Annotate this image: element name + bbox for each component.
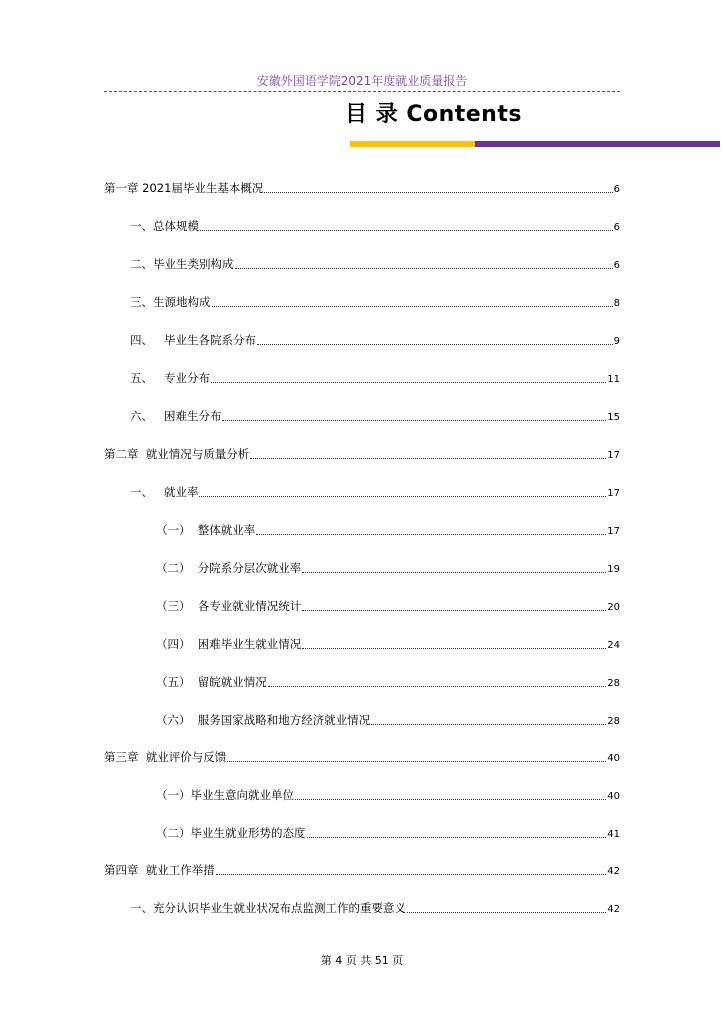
toc-entry-page: 6 — [613, 260, 620, 271]
toc-leader-dots — [222, 420, 606, 421]
toc-entry-page: 40 — [607, 791, 620, 802]
toc-leader-dots — [256, 534, 606, 535]
toc-entry-2-1[interactable] — [130, 484, 620, 500]
toc-leader-dots — [199, 496, 606, 497]
toc-entry-label: （三） 各专业就业情况统计 — [156, 599, 302, 613]
toc-entry-page: 24 — [607, 640, 620, 651]
toc-leader-dots — [302, 610, 606, 611]
toc-entry-page: 42 — [607, 866, 620, 877]
toc-entry-label: 五、 专业分布 — [130, 371, 210, 385]
toc-entry-4-1[interactable] — [130, 900, 620, 916]
toc-entry-2-1-2[interactable] — [156, 560, 620, 576]
toc-entry-label: （二）毕业生就业形势的态度 — [156, 826, 306, 840]
toc-entry-1-4[interactable] — [130, 332, 620, 348]
toc-leader-dots — [216, 874, 606, 875]
toc-entry-label: 第四章 就业工作举措 — [104, 863, 215, 877]
toc-entry-page: 20 — [607, 602, 620, 613]
toc-entry-label: （四） 困难毕业生就业情况 — [156, 637, 302, 651]
toc-entry-page: 19 — [607, 564, 620, 575]
toc-entry-page: 41 — [607, 829, 620, 840]
toc-entry-1-6[interactable] — [130, 408, 620, 424]
toc-entry-chapter-2[interactable] — [104, 446, 620, 462]
toc-entry-label: 六、 困难生分布 — [130, 409, 222, 423]
toc-entry-2-1-5[interactable] — [156, 674, 620, 690]
toc-entry-2-1-3[interactable] — [156, 598, 620, 614]
toc-leader-dots — [211, 382, 606, 383]
toc-entry-label: （六） 服务国家战略和地方经济就业情况 — [156, 713, 371, 727]
toc-entry-1-5[interactable] — [130, 370, 620, 386]
toc-entry-page: 17 — [607, 450, 620, 461]
toc-entry-page: 15 — [607, 412, 620, 423]
toc-leader-dots — [371, 724, 606, 725]
contents-title: 目 录 Contents — [345, 102, 522, 127]
header-title: 安徽外国语学院2021年度就业质量报告 — [256, 74, 468, 88]
toc-entry-label: （一）毕业生意向就业单位 — [156, 788, 294, 802]
toc-entry-label: 三、生源地构成 — [130, 295, 211, 309]
toc-leader-dots — [227, 761, 606, 762]
toc-entry-label: 四、 毕业生各院系分布 — [130, 333, 256, 347]
toc-entry-page: 42 — [607, 904, 620, 915]
toc-entry-label: 第三章 就业评价与反馈 — [104, 750, 227, 764]
toc-leader-dots — [264, 192, 612, 193]
toc-leader-dots — [302, 572, 606, 573]
toc-leader-dots — [235, 268, 613, 269]
toc-entry-page: 6 — [613, 222, 620, 233]
toc-entry-chapter-1[interactable] — [104, 180, 620, 196]
toc-leader-dots — [407, 912, 606, 913]
page-number-footer: 第 4 页 共 51 页 — [320, 954, 404, 967]
toc-entry-page: 40 — [607, 753, 620, 764]
toc-entry-3-1[interactable] — [156, 787, 620, 803]
toc-entry-page: 8 — [613, 298, 620, 309]
toc-entry-page: 9 — [613, 336, 620, 347]
toc-entry-label: 二、毕业生类别构成 — [130, 257, 234, 271]
toc-entry-2-1-6[interactable] — [156, 712, 620, 728]
toc-leader-dots — [212, 306, 613, 307]
toc-entry-3-2[interactable] — [156, 825, 620, 841]
toc-entry-page: 28 — [607, 678, 620, 689]
toc-entry-label: 一、充分认识毕业生就业状况布点监测工作的重要意义 — [130, 901, 406, 915]
toc-leader-dots — [268, 686, 606, 687]
toc-entry-2-1-1[interactable] — [156, 522, 620, 538]
toc-entry-label: （一） 整体就业率 — [156, 523, 256, 537]
toc-entry-label: 第二章 就业情况与质量分析 — [104, 447, 250, 461]
toc-entry-1-2[interactable] — [130, 256, 620, 272]
toc-entry-2-1-4[interactable] — [156, 636, 620, 652]
toc-leader-dots — [250, 458, 606, 459]
toc-leader-dots — [295, 799, 606, 800]
toc-entry-page: 28 — [607, 716, 620, 727]
toc-entry-label: 第一章 2021届毕业生基本概况 — [104, 181, 264, 195]
toc-entry-chapter-3[interactable] — [104, 749, 620, 765]
toc-leader-dots — [257, 344, 613, 345]
toc-entry-label: （二） 分院系分层次就业率 — [156, 561, 302, 575]
toc-entry-page: 11 — [607, 374, 620, 385]
toc-entry-label: 一、 就业率 — [130, 485, 199, 499]
toc-entry-page: 17 — [607, 526, 620, 537]
toc-entry-page: 17 — [607, 488, 620, 499]
toc-leader-dots — [307, 837, 607, 838]
toc-entry-1-3[interactable] — [130, 294, 620, 310]
toc-entry-label: （五） 留皖就业情况 — [156, 675, 267, 689]
toc-leader-dots — [200, 230, 613, 231]
toc-leader-dots — [302, 648, 606, 649]
toc-entry-chapter-4[interactable] — [104, 862, 620, 878]
toc-entry-page: 6 — [613, 184, 620, 195]
toc-entry-1-1[interactable] — [130, 218, 620, 234]
toc-entry-label: 一、总体规模 — [130, 219, 199, 233]
